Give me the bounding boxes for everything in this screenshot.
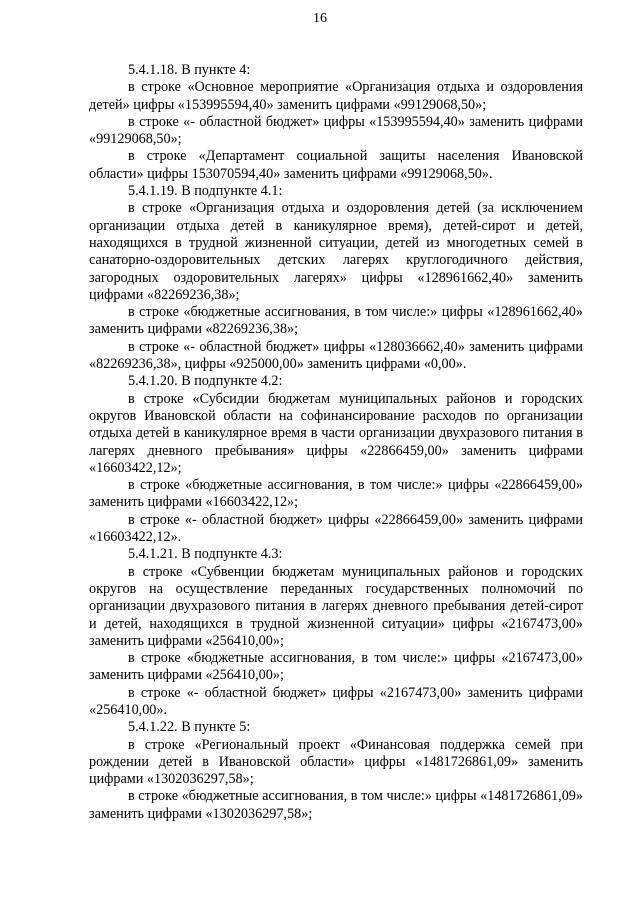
paragraph: в строке «- областной бюджет» цифры «153995594,40» заменить цифрами «99129068,50»;	[89, 113, 583, 148]
paragraph: в строке «- областной бюджет» цифры «128036662,40» заменить цифрами «82269236,38», цифры «925000,00» заменить цифрами «0,00».	[89, 338, 583, 373]
paragraph: 5.4.1.20. В подпункте 4.2:	[128, 373, 283, 390]
paragraph: в строке «Региональный проект «Финансовая поддержка семей при рождении детей в Ивановской области» цифры «1481726861,09» заменить цифрами «1302036297,58»;	[89, 736, 583, 788]
document-body	[89, 62, 583, 823]
paragraph: 5.4.1.22. В пункте 5:	[128, 719, 251, 736]
paragraph: в строке «Основное мероприятие «Организация отдыха и оздоровления детей» цифры «153995594,40» заменить цифрами «99129068,50»;	[89, 79, 583, 113]
paragraph: 5.4.1.19. В подпункте 4.1:	[128, 183, 283, 200]
paragraph: в строке «Субсидии бюджетам муниципальных районов и городских округов Ивановской области на софинансирование расходов по организации отдыха детей в каникулярное время в части организации двухразового питания в лагерях дневного пребывания» цифры «22866459,00» заменить цифрами «16603422,12»;	[89, 390, 583, 476]
paragraph: в строке «бюджетные ассигнования, в том числе:» цифры «128961662,40» заменить цифрами «82269236,38»;	[89, 304, 583, 338]
paragraph: в строке «бюджетные ассигнования, в том числе:» цифры «2167473,00» заменить цифрами «256410,00»;	[89, 650, 583, 684]
paragraph: в строке «бюджетные ассигнования, в том числе:» цифры «1481726861,09» заменить цифрами «1302036297,58»;	[89, 788, 583, 822]
paragraph: 5.4.1.18. В пункте 4:	[128, 62, 251, 78]
paragraph: в строке «- областной бюджет» цифры «2167473,00» заменить цифрами «256410,00».	[89, 684, 583, 718]
paragraph: в строке «Субвенции бюджетам муниципальных районов и городских округов на осуществление переданных государственных полномочий по организации двухразового питания в лагерях дневного пребывания детей-сирот и детей, находящихся в трудной жизненной ситуации» цифры «2167473,00» заменить цифрами «256410,00»;	[89, 563, 583, 649]
paragraph: в строке «Организация отдыха и оздоровления детей (за исключением организации отдыха детей в каникулярное время), детей-сирот и детей, находящихся в трудной жизненной ситуации, детей из многодетных семей в санаторно-оздоровительных детских лагерях круглогодичного действия, загородных оздоровительных лагерях» цифры «128961662,40» заменить цифрами «82269236,38»;	[89, 200, 583, 303]
paragraph: в строке «Департамент социальной защиты населения Ивановской области» цифры 153070594,40» заменить цифрами «99129068,50».	[89, 148, 583, 182]
paragraph: в строке «бюджетные ассигнования, в том числе:» цифры «22866459,00» заменить цифрами «16603422,12»;	[89, 477, 583, 511]
paragraph: 5.4.1.21. В подпункте 4.3:	[128, 546, 283, 563]
page-number: 16	[313, 11, 327, 26]
paragraph: в строке «- областной бюджет» цифры «22866459,00» заменить цифрами «16603422,12».	[89, 511, 583, 546]
